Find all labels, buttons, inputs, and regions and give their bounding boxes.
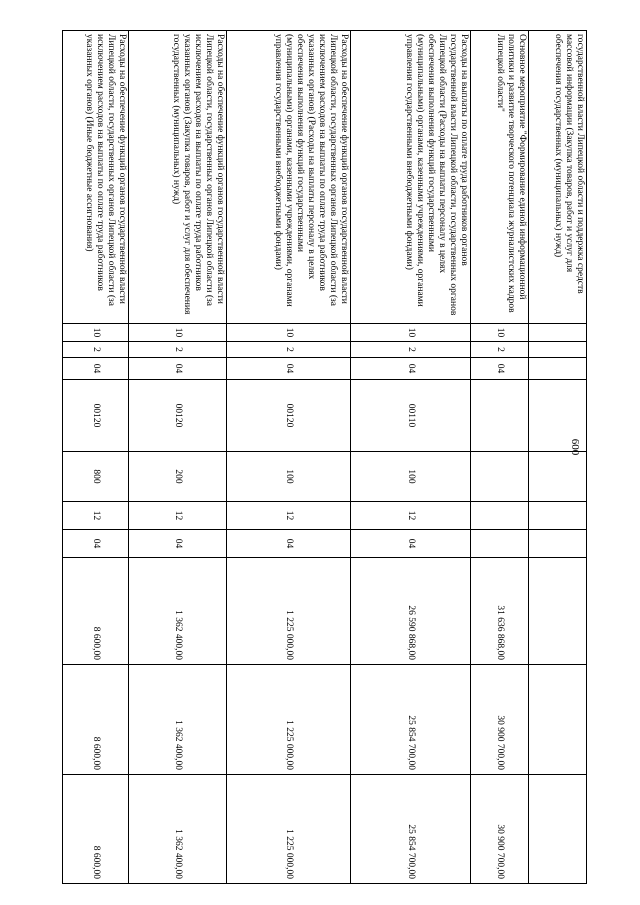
code-col-7 [471, 530, 529, 558]
code-col-5: 100 [351, 452, 471, 502]
code-col-4: 00120 [63, 380, 129, 452]
code-col-6: 12 [351, 502, 471, 530]
code-col-4: 00110 [351, 380, 471, 452]
code-col-5 [471, 452, 529, 502]
rotated-table-container [63, 30, 587, 883]
table-row [129, 31, 227, 884]
row-name-cell: Расходы на обеспечение функций органов государственной власти Липецкой области, государственных органов Липецкой области (за исключением расходов на выплаты по оплате труда работников указанных органов) (Закупка товаров, работ и услуг для обеспечения государственных (муниципальных) нужд) [129, 31, 227, 324]
code-col-5: 800 [63, 452, 129, 502]
code-col-7: 04 [227, 530, 351, 558]
value-col-1: 31 636 868,00 [471, 558, 529, 665]
value-col-2: 25 854 700,00 [351, 665, 471, 775]
value-col-2: 8 600,00 [63, 665, 129, 775]
code-col-2: 2 [471, 342, 529, 358]
value-col-3: 1 225 000,00 [227, 775, 351, 884]
table-row [529, 31, 587, 884]
value-col-1: 1 362 400,00 [129, 558, 227, 665]
code-col-3: 04 [129, 358, 227, 380]
code-col-5: 100 [227, 452, 351, 502]
row-name-cell: Расходы на обеспечение функций органов государственной власти Липецкой области, государственных органов Липецкой области (за исключением расходов на выплаты по оплате труда работников указанных органов) (Расходы на выплаты персоналу в целях обеспечения выполнения функций государственными (муниципальными) органами, казенными учреждениями, органами управления государственными внебюджетными фондами) [227, 31, 351, 324]
row-name-cell: Основное мероприятие "Формирование единой информационной политики и развитие творческого потенциала журналистских кадров Липецкой области" [471, 31, 529, 324]
row-name-cell: Расходы на обеспечение функций органов государственной власти Липецкой области, государственных органов Липецкой области (за исключением расходов на выплаты по оплате труда работников указанных органов) (Иные бюджетные ассигнования) [63, 31, 129, 324]
code-col-1: 10 [129, 324, 227, 342]
code-col-7 [529, 530, 587, 558]
code-col-4: 00120 [129, 380, 227, 452]
code-col-1: 10 [63, 324, 129, 342]
table-row [351, 31, 471, 884]
code-col-2: 2 [351, 342, 471, 358]
value-col-1: 8 600,00 [63, 558, 129, 665]
code-col-6 [471, 502, 529, 530]
code-col-7: 04 [129, 530, 227, 558]
code-col-6: 12 [227, 502, 351, 530]
value-col-2 [529, 665, 587, 775]
code-col-2 [529, 342, 587, 358]
code-col-1: 10 [351, 324, 471, 342]
code-col-2: 2 [129, 342, 227, 358]
value-col-3: 1 362 400,00 [129, 775, 227, 884]
table-row [471, 31, 529, 884]
value-col-3: 8 600,00 [63, 775, 129, 884]
table-wrapper [63, 30, 587, 883]
code-col-6: 12 [129, 502, 227, 530]
code-col-4: 00120 [227, 380, 351, 452]
budget-table [62, 30, 587, 884]
code-col-6: 12 [63, 502, 129, 530]
code-col-3: 04 [471, 358, 529, 380]
code-col-3 [529, 358, 587, 380]
code-col-3: 04 [63, 358, 129, 380]
code-col-1 [529, 324, 587, 342]
code-col-5 [529, 452, 587, 502]
code-col-3: 04 [351, 358, 471, 380]
row-name-cell: государственной власти Липецкой области и поддержка средств массовой информации (Закупка товаров, работ и услуг для обеспечения государственных (муниципальных) нужд) [529, 31, 587, 324]
code-col-2: 2 [227, 342, 351, 358]
value-col-3: 30 900 700,00 [471, 775, 529, 884]
value-col-1 [529, 558, 587, 665]
value-col-2: 1 362 400,00 [129, 665, 227, 775]
code-col-7: 04 [63, 530, 129, 558]
code-col-1: 10 [471, 324, 529, 342]
value-col-1: 26 590 868,00 [351, 558, 471, 665]
code-col-5: 200 [129, 452, 227, 502]
row-name-cell: Расходы на выплаты по оплате труда работников органов государственной власти Липецкой области, государственных органов Липецкой области (Расходы на выплаты персоналу в целях обеспечения выполнения функций государственными (муниципальными) органами, казенными учреждениями, органами управления государственными внебюджетными фондами) [351, 31, 471, 324]
value-col-2: 30 900 700,00 [471, 665, 529, 775]
value-col-3: 25 854 700,00 [351, 775, 471, 884]
value-col-2: 1 225 000,00 [227, 665, 351, 775]
code-col-4 [529, 380, 587, 452]
code-col-2: 2 [63, 342, 129, 358]
table-row [63, 31, 129, 884]
page-number: 600 [569, 438, 581, 456]
table-row [227, 31, 351, 884]
table-body [63, 31, 587, 884]
code-col-3: 04 [227, 358, 351, 380]
value-col-1: 1 225 000,00 [227, 558, 351, 665]
code-col-7: 04 [351, 530, 471, 558]
code-col-1: 10 [227, 324, 351, 342]
code-col-6 [529, 502, 587, 530]
code-col-4 [471, 380, 529, 452]
value-col-3 [529, 775, 587, 884]
